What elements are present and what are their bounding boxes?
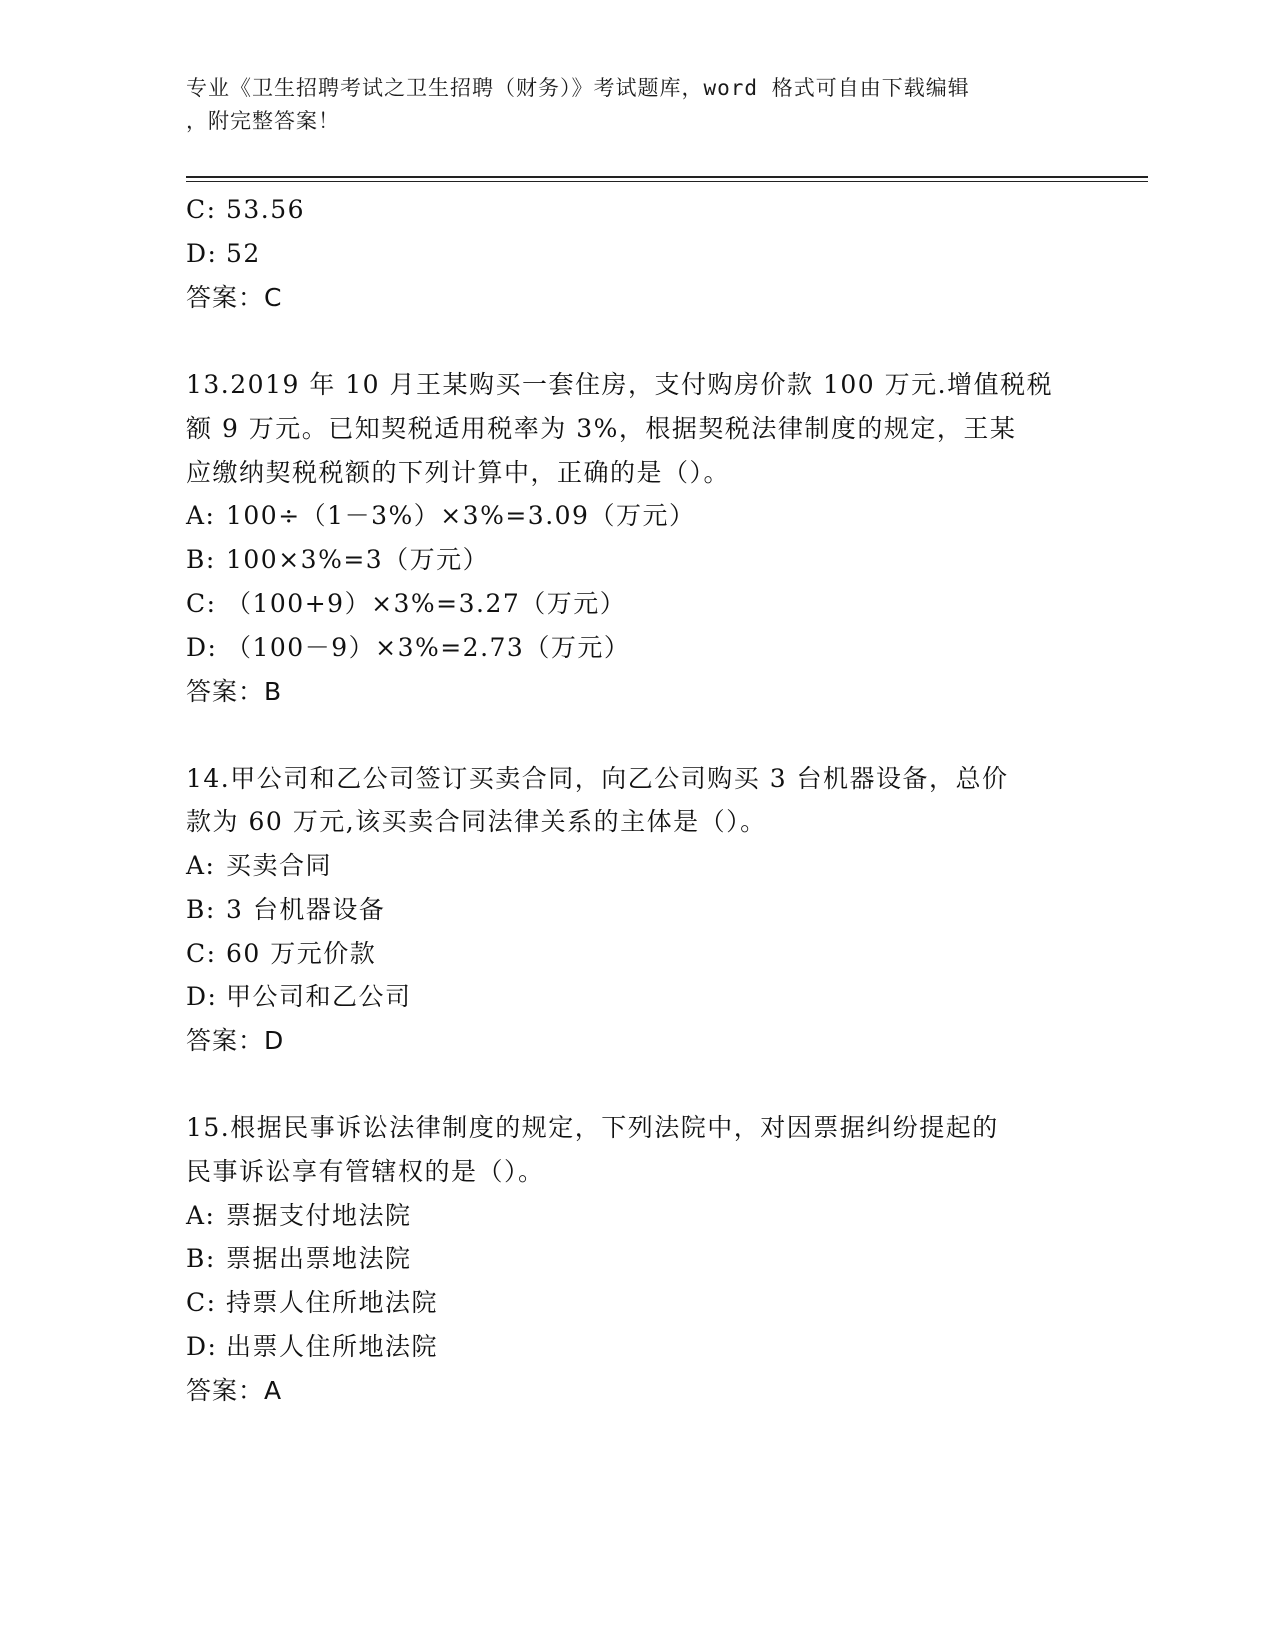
q14-answer: 答案：D <box>186 1026 285 1055</box>
q13-option-c: C: （100+9）×3%=3.27（万元） <box>186 589 627 618</box>
q14-option-a: A: 买卖合同 <box>186 851 333 880</box>
q14-option-c: C: 60 万元价款 <box>186 939 377 968</box>
q13-option-d: D: （100－9）×3%=2.73（万元） <box>186 633 631 662</box>
q14-option-d: D: 甲公司和乙公司 <box>186 982 412 1011</box>
q15-option-a: A: 票据支付地法院 <box>186 1201 412 1230</box>
q15-answer: 答案：A <box>186 1376 283 1405</box>
q13-answer: 答案：B <box>186 677 283 706</box>
q14-stem-line-1: 14.甲公司和乙公司签订买卖合同，向乙公司购买 3 台机器设备，总价 <box>186 764 1009 793</box>
header-divider <box>186 176 1148 178</box>
q12-option-c: C: 53.56 <box>186 195 306 224</box>
q13-stem-line-1: 13.2019 年 10 月王某购买一套住房，支付购房价款 100 万元.增值税税 <box>186 370 1054 399</box>
q15-option-b: B: 票据出票地法院 <box>186 1244 412 1273</box>
q12-option-d: D: 52 <box>186 239 261 268</box>
header-divider-thin <box>186 181 1148 182</box>
q14-stem-line-2: 款为 60 万元,该买卖合同法律关系的主体是（）。 <box>186 807 767 836</box>
q15-option-d: D: 出票人住所地法院 <box>186 1332 439 1361</box>
q14-option-b: B: 3 台机器设备 <box>186 895 386 924</box>
q15-option-c: C: 持票人住所地法院 <box>186 1288 439 1317</box>
q15-stem-line-1: 15.根据民事诉讼法律制度的规定，下列法院中，对因票据纠纷提起的 <box>186 1113 999 1142</box>
q13-option-a: A: 100÷（1－3%）×3%=3.09（万元） <box>186 501 696 530</box>
q13-stem-line-3: 应缴纳契税税额的下列计算中，正确的是（）。 <box>186 458 731 487</box>
q13-stem-line-2: 额 9 万元。已知契税适用税率为 3%，根据契税法律制度的规定，王某 <box>186 414 1017 443</box>
q13-option-b: B: 100×3%=3（万元） <box>186 545 490 574</box>
q15-stem-line-2: 民事诉讼享有管辖权的是（）。 <box>186 1157 545 1186</box>
header-line-1: 专业《卫生招聘考试之卫生招聘（财务）》考试题库，word 格式可自由下载编辑 <box>186 76 970 100</box>
header-line-2: ，附完整答案！ <box>186 109 340 133</box>
q12-answer: 答案：C <box>186 283 283 312</box>
document-header <box>186 72 1086 138</box>
